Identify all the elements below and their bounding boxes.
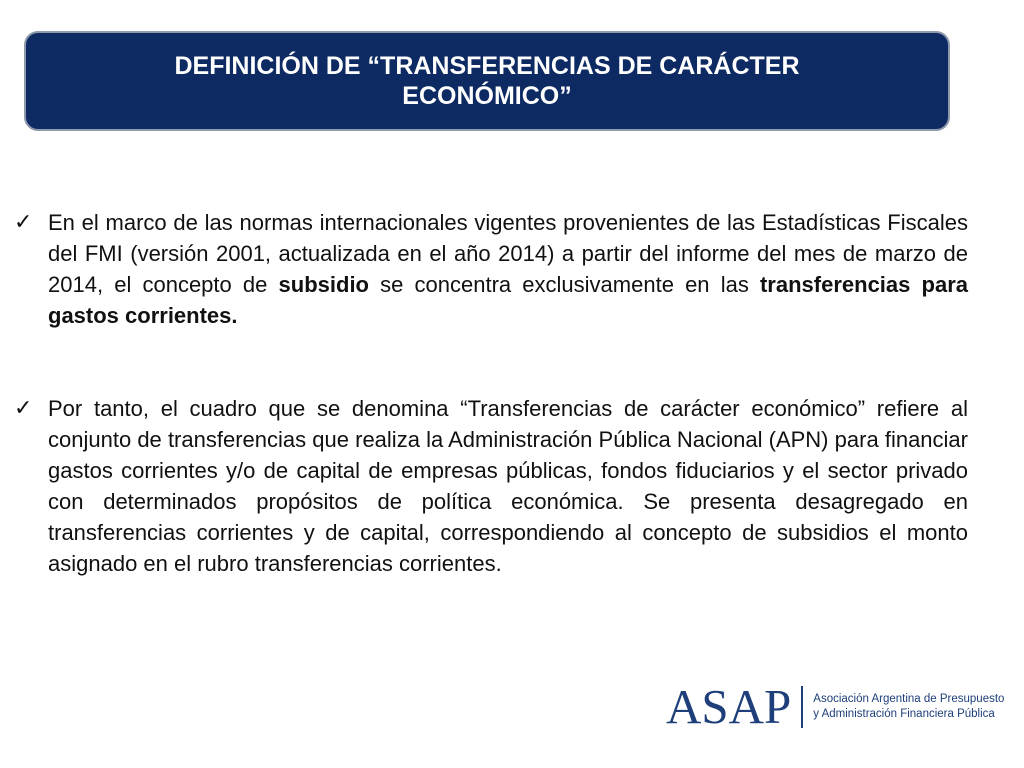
bold-term-subsidio: subsidio xyxy=(278,272,369,297)
bullet-item xyxy=(14,393,968,579)
bold-term-transferencias: transferencias para gastos corrientes. xyxy=(48,272,969,328)
slide-content xyxy=(14,207,968,579)
logo-subtitle-line: Asociación Argentina de Presupuesto xyxy=(813,693,1005,705)
logo-mark: ASAP xyxy=(666,679,792,734)
logo-divider xyxy=(801,686,803,728)
bullet-text xyxy=(48,207,968,331)
bullet-text xyxy=(48,393,968,579)
bullet-text-segment: En el marco de las normas internacionales vigentes provenientes de las Estadísticas Fiscales del FMI (versión 2001, actualizada en el año 2014) a partir del informe del mes de marzo de 2014, el concepto de xyxy=(48,210,968,297)
slide-title: DEFINICIÓN DE “TRANSFERENCIAS DE CARÁCTER ECONÓMICO” xyxy=(174,52,800,110)
check-icon: ✓ xyxy=(14,396,33,421)
bullet-item xyxy=(14,207,968,331)
asap-logo xyxy=(666,679,1005,734)
logo-subtitle xyxy=(813,692,1004,722)
check-icon: ✓ xyxy=(14,210,33,235)
bullet-text-segment: Por tanto, el cuadro que se denomina “Transferencias de carácter económico” refiere al conjunto de transferencias que realiza la Administración Pública Nacional (APN) para financiar gastos corrientes y/o de capital de empresas públicas, fondos fiduciarios y el sector privado con determinados propósitos de política económica. Se presenta desagregado en transferencias corrientes y de capital, correspondiendo al concepto de subsidios el monto asignado en el rubro transferencias corrientes. xyxy=(48,396,968,576)
title-banner xyxy=(24,31,950,131)
bullet-text-segment: se concentra exclusivamente en las xyxy=(369,272,760,297)
logo-subtitle-line: y Administración Financiera Pública xyxy=(813,708,995,720)
